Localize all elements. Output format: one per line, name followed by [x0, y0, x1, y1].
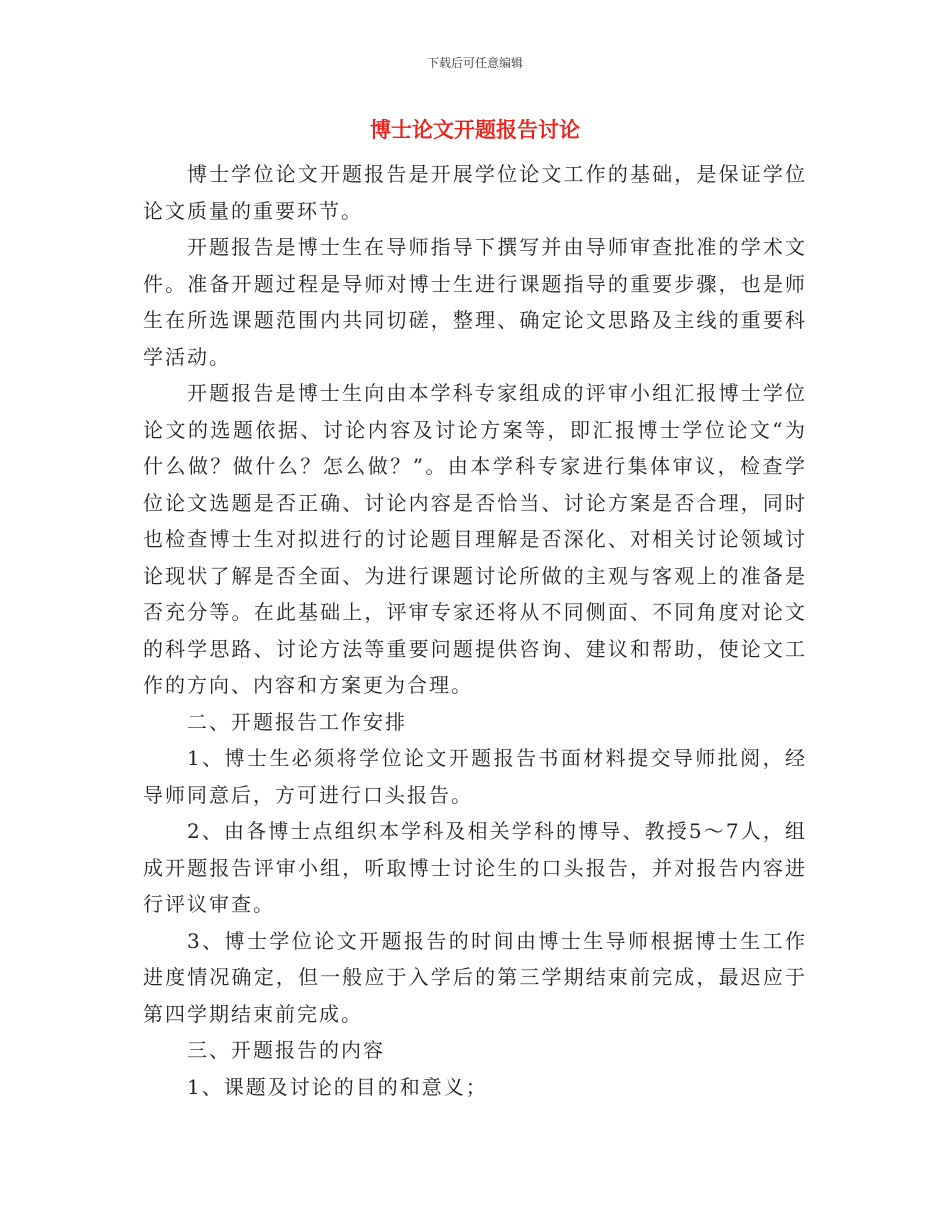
document-title: 博士论文开题报告讨论 [370, 118, 580, 142]
list-item: 2、由各博士点组织本学科及相关学科的博导、教授5～7人，组成开题报告评审小组，听取博士讨论生的口头报告，并对报告内容进行评议审查。 [143, 819, 807, 916]
section-heading: 二、开题报告工作安排 [187, 709, 407, 734]
list-item: 3、博士学位论文开题报告的时间由博士生导师根据博士生工作进度情况确定，但一般应于入学后的第三学期结束前完成，最迟应于第四学期结束前完成。 [143, 928, 807, 1026]
paragraph: 开题报告是博士生向由本学科专家组成的评审小组汇报博士学位论文的选题依据、讨论内容及讨论方案等，即汇报博士学位论文“为什么做？做什么？怎么做？”。由本学科专家进行集体审议，检查学位论文选题是否正确、讨论内容是否恰当、讨论方案是否合理，同时也检查博士生对拟进行的讨论题目理解是否深化、对相关讨论领域讨论现状了解是否全面、为进行课题讨论所做的主观与客观上的准备是否充分等。在此基础上，评审专家还将从不同侧面、不同角度对论文的科学思路、讨论方法等重要问题提供咨询、建议和帮助，使论文工作的方向、内容和方案更为合理。 [143, 381, 807, 697]
list-item: 1、课题及讨论的目的和意义； [187, 1074, 488, 1099]
page-header-note: 下载后可任意编辑 [426, 56, 523, 70]
paragraph: 开题报告是博士生在导师指导下撰写并由导师审查批准的学术文件。准备开题过程是导师对博士生进行课题指导的重要步骤，也是师生在所选课题范围内共同切磋，整理、确定论文思路及主线的重要科学活动。 [143, 235, 807, 369]
list-item: 1、博士生必须将学位论文开题报告书面材料提交导师批阅，经导师同意后，方可进行口头报告。 [143, 746, 807, 807]
document-body [143, 156, 807, 1105]
section-heading: 三、开题报告的内容 [187, 1038, 385, 1062]
paragraph: 博士学位论文开题报告是开展学位论文工作的基础，是保证学位论文质量的重要环节。 [143, 162, 807, 223]
